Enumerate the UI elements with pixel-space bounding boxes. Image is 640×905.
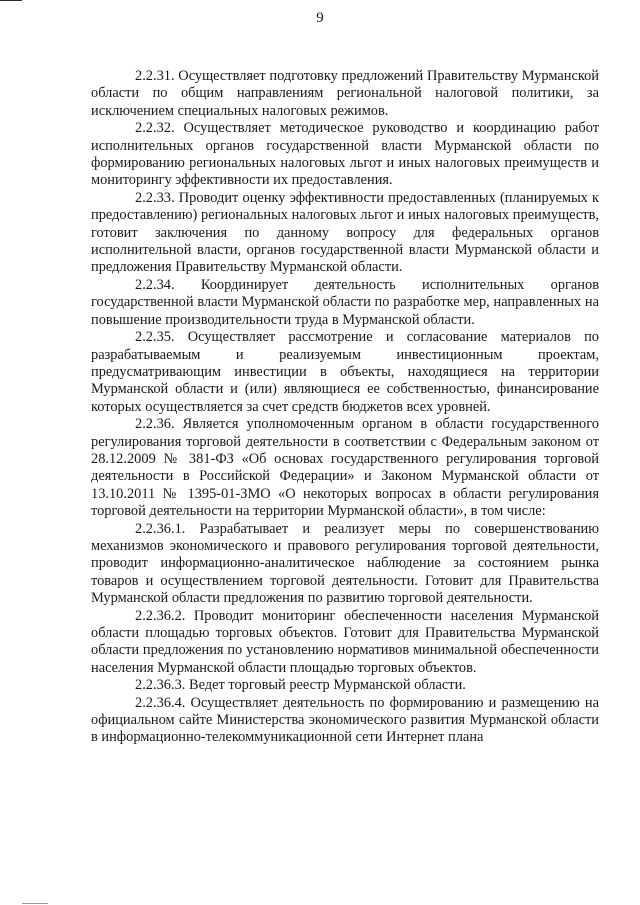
paragraph-2-2-33: 2.2.33. Проводит оценку эффективности предоставленных (планируемых к предоставлению) региональных налоговых льгот и иных налоговых преимуществ, готовит заключения по данному вопросу для федеральных органов исполнительной власти, органов государственной власти Мурманской области и предложения Правительству Мурманской области. — [91, 189, 599, 276]
paragraph-2-2-36: 2.2.36. Является уполномоченным органом в области государственного регулирования торговой деятельности в соответствии с Федеральным законом от 28.12.2009 № 381-ФЗ «Об основах государственного регулирования торговой деятельности в Российской Федерации» и Законом Мурманской области от 13.10.2011 № 1395-01-ЗМО «О некоторых вопросах в области регулирования торговой деятельности на территории Мурманской области», в том числе: — [91, 416, 599, 520]
scan-edge-mark-bottom — [22, 903, 48, 904]
paragraph-2-2-35: 2.2.35. Осуществляет рассмотрение и согласование материалов по разрабатываемым и реализуемым инвестиционным проектам, предусматривающим инвестиции в объекты, находящиеся на территории Мурманской области и (или) являющиеся ее собственностью, финансирование которых осуществляется за счет средств бюджетов всех уровней. — [91, 329, 599, 415]
paragraph-2-2-36-3: 2.2.36.3. Ведет торговый реестр Мурманской области. — [135, 677, 466, 694]
page-number: 9 — [316, 10, 324, 26]
scan-edge-mark-top — [0, 0, 22, 1]
paragraph-2-2-34: 2.2.34. Координирует деятельность исполнительных органов государственной власти Мурманской области по разработке мер, направленных на повышение производительности труда в Мурманской области. — [91, 276, 599, 328]
document-body — [91, 68, 599, 747]
paragraph-2-2-36-2: 2.2.36.2. Проводит мониторинг обеспеченности населения Мурманской области площадью торговых объектов. Готовит для Правительства Мурманской области предложения по установлению нормативов минимальной обеспеченности населения Мурманской области площадью торговых объектов. — [91, 607, 599, 676]
paragraph-2-2-32: 2.2.32. Осуществляет методическое руководство и координацию работ исполнительных органов государственной власти Мурманской области по формированию региональных налоговых льгот и иных налоговых преимуществ и мониторингу эффективности их предоставления. — [91, 120, 599, 189]
paragraph-2-2-36-4: 2.2.36.4. Осуществляет деятельность по формированию и размещению на официальном сайте Министерства экономического развития Мурманской области в информационно-телекоммуникационной сети Интернет плана — [91, 694, 599, 746]
paragraph-2-2-36-1: 2.2.36.1. Разрабатывает и реализует меры по совершенствованию механизмов экономического и правового регулирования торговой деятельности, проводит информационно-аналитическое наблюдение за состоянием рынка товаров и осуществлением торговой деятельности. Готовит для Правительства Мурманской области предложения по развитию торговой деятельности. — [91, 520, 599, 607]
paragraph-2-2-31: 2.2.31. Осуществляет подготовку предложений Правительству Мурманской области по общим направлениям региональной налоговой политики, за исключением специальных налоговых режимов. — [91, 68, 599, 119]
